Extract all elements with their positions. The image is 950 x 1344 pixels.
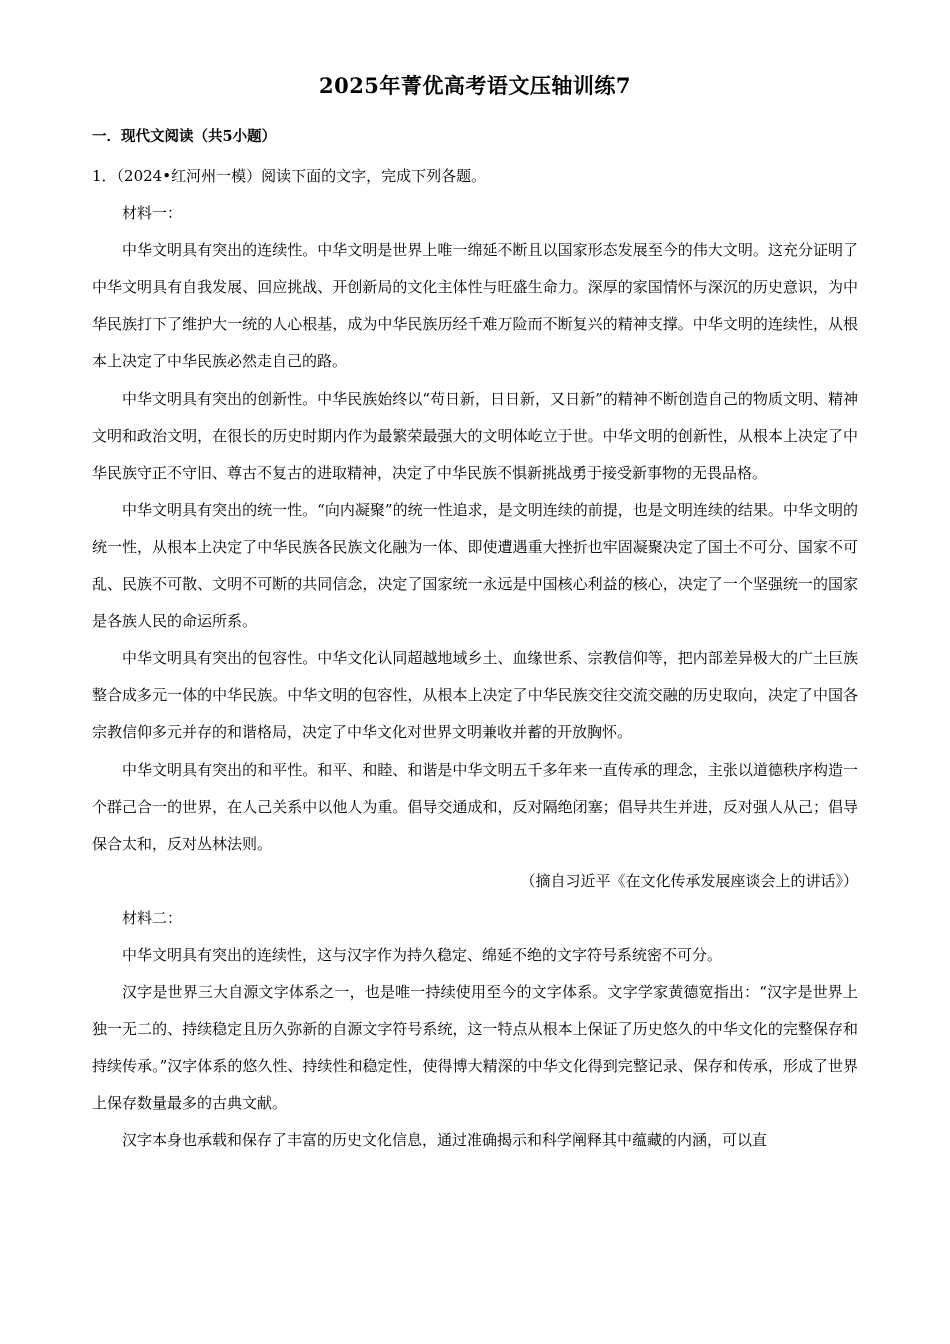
- material-1-paragraph: 中华文明具有突出的和平性。和平、和睦、和谐是中华文明五千多年来一直传承的理念，主张以道德秩序构造一个群己合一的世界，在人己关系中以他人为重。倡导交通成和，反对隔绝闭塞；倡导共生并进，反对强人从己；倡导保合太和，反对丛林法则。: [92, 760, 858, 853]
- material-2-paragraph: 汉字本身也承载和保存了丰富的历史文化信息，通过准确揭示和科学阐释其中蕴藏的内涵，可以直: [122, 1131, 768, 1150]
- question-line: [92, 158, 858, 195]
- question-number: 1．: [92, 167, 117, 185]
- page-title: 2025年菁优高考语文压轴训练7: [318, 73, 632, 98]
- material-1-source: （摘自习近平《在文化传承发展座谈会上的讲话》）: [520, 871, 858, 890]
- section-heading: 一．现代文阅读（共5小题）: [92, 128, 277, 145]
- material-1-paragraph: 中华文明具有突出的连续性。中华文明是世界上唯一绵延不断且以国家形态发展至今的伟大文明。这充分证明了中华文明具有自我发展、回应挑战、开创新局的文化主体性与旺盛生命力。深厚的家国情怀与深沉的历史意识，为中华民族打下了维护大一统的人心根基，成为中华民族历经千难万险而不断复兴的精神支撑。中华文明的连续性，从根本上决定了中华民族必然走自己的路。: [92, 241, 858, 371]
- material-1-paragraph: 中华文明具有突出的创新性。中华民族始终以“苟日新，日日新，又日新”的精神不断创造自己的物质文明、精神文明和政治文明，在很长的历史时期内作为最繁荣最强大的文明体屹立于世。中华文明的创新性，从根本上决定了中华民族守正不守旧、尊古不复古的进取精神，决定了中华民族不惧新挑战勇于接受新事物的无畏品格。: [92, 389, 858, 482]
- material-1-paragraph: 中华文明具有突出的包容性。中华文化认同超越地域乡土、血缘世系、宗教信仰等，把内部差异极大的广土巨族整合成多元一体的中华民族。中华文明的包容性，从根本上决定了中华民族交往交流交融的历史取向，决定了中国各宗教信仰多元并存的和谐格局，决定了中华文化对世界文明兼收并蓄的开放胸怀。: [92, 649, 858, 742]
- document-body: [92, 158, 858, 1160]
- question-text: （2024•红河州一模）阅读下面的文字，完成下列各题。: [116, 167, 487, 185]
- material-2-paragraph: 中华文明具有突出的连续性，这与汉字作为持久稳定、绵延不绝的文字符号系统密不可分。: [122, 945, 723, 964]
- material-1-paragraph: 中华文明具有突出的统一性。“向内凝聚”的统一性追求，是文明连续的前提，也是文明连续的结果。中华文明的统一性，从根本上决定了中华民族各民族文化融为一体、即使遭遇重大挫折也牢固凝聚决定了国土不可分、国家不可乱、民族不可散、文明不可断的共同信念，决定了国家统一永远是中国核心利益的核心，决定了一个坚强统一的国家是各族人民的命运所系。: [92, 500, 858, 631]
- material-2-label: 材料二：: [122, 908, 183, 927]
- material-1-label: 材料一：: [122, 204, 183, 223]
- material-2-paragraph: 汉字是世界三大自源文字体系之一，也是唯一持续使用至今的文字体系。文字学家黄德宽指出：“汉字是世界上独一无二的、持续稳定且历久弥新的自源文字符号系统，这一特点从根本上保证了历史悠久的中华文化的完整保存和持续传承。”汉字体系的悠久性、持续性和稳定性，使得博大精深的中华文化得到完整记录、保存和传承，形成了世界上保存数量最多的古典文献。: [92, 983, 858, 1113]
